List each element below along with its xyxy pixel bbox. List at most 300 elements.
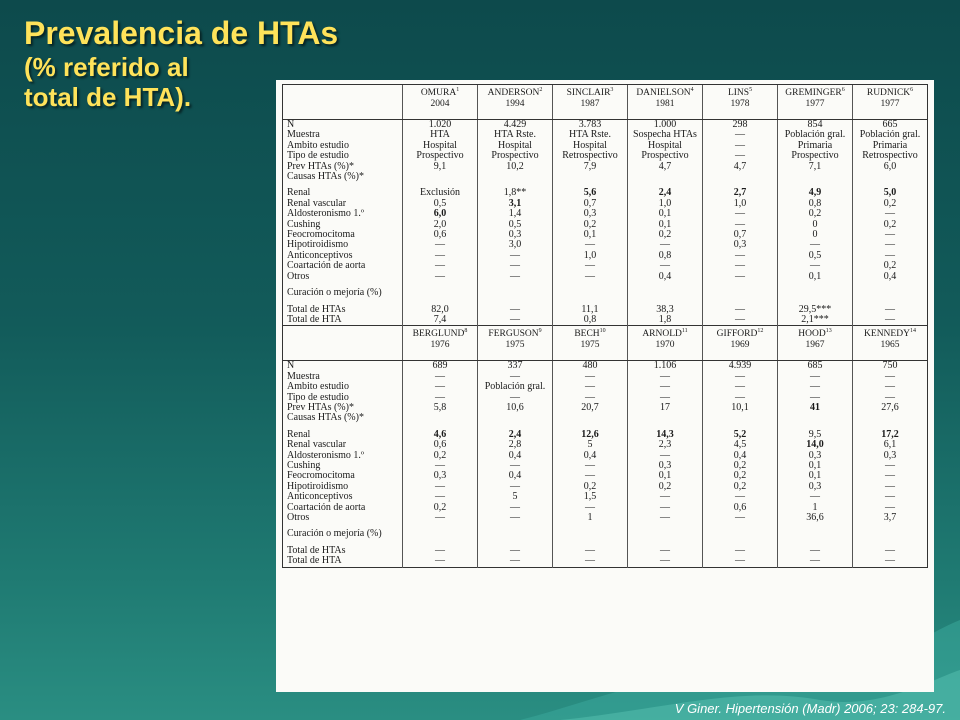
row-label: Coartación de aorta [287,261,366,272]
table-cell: — [478,513,553,523]
table-cell: 7,9 [553,162,628,172]
row-label: Total de HTAs [287,545,346,556]
study-header [553,326,628,361]
row-label: N [287,360,295,372]
study-header [403,326,478,361]
table-row [283,372,928,382]
table-cell: 4,6 [403,430,478,440]
table-cell: — [553,461,628,471]
table-cell: 1,8** [478,188,553,198]
table-cell: — [703,556,778,567]
study-header-row [283,85,928,120]
table-cell: — [478,315,553,326]
study-reference: 9 [538,328,542,335]
table-cell: — [853,209,928,219]
table-cell: 4,9 [778,188,853,198]
study-header [628,326,703,361]
table-row [283,141,928,151]
table-cell: 665 [853,120,928,131]
table-cell: 7,4 [403,315,478,326]
table-cell: 1,5 [553,492,628,502]
table-cell: Primaria [778,141,853,151]
table-cell: 0,3 [628,461,703,471]
table-cell: 38,3 [628,305,703,315]
table-cell: Prospectivo [628,151,703,161]
table-cell: 0,5 [778,251,853,261]
study-header [853,326,928,361]
table-cell: — [853,372,928,382]
table-cell: 0,1 [778,471,853,481]
row-label: Otros [287,271,310,282]
study-year: 1977 [805,98,825,109]
table-cell: 2,3 [628,440,703,450]
table-cell: 0,1 [778,272,853,282]
study-header [478,85,553,120]
table-cell: 1,0 [553,251,628,261]
table-cell: — [778,261,853,271]
table-cell: 3,1 [478,199,553,209]
table-cell: — [778,556,853,567]
table-row [283,172,928,182]
table-cell: — [853,503,928,513]
table-cell: 10,2 [478,162,553,172]
table-cell: 7,1 [778,162,853,172]
table-cell: Población gral. [853,130,928,140]
table-cell: — [703,151,778,161]
study-name: LINS [727,88,750,99]
table-cell: — [778,372,853,382]
table-cell [778,288,853,298]
table-cell: — [703,261,778,271]
row-label: Ámbito estudio [287,140,349,151]
table-cell [478,413,553,423]
table-cell: — [553,372,628,382]
table-cell: — [553,393,628,403]
study-header [778,326,853,361]
table-cell: HTA Rste. [553,130,628,140]
table-cell: — [703,372,778,382]
table-cell: 2,4 [628,188,703,198]
study-reference: 1 [456,87,460,93]
table-cell: 0,3 [703,240,778,250]
table-cell: — [628,513,703,523]
table-cell [403,413,478,423]
table-cell: Población gral. [778,130,853,140]
row-label: Feocromocitoma [287,230,355,241]
table-row [283,382,928,392]
study-header [403,85,478,120]
table-cell [703,172,778,182]
table-cell: — [553,272,628,282]
study-year: 1975 [505,339,525,350]
table-row [283,492,928,502]
study-reference: 12 [757,328,764,335]
table-cell: — [778,492,853,502]
study-name: SINCLAIR [566,88,611,99]
table-row [283,440,928,450]
table-cell: 0,2 [778,209,853,219]
table-cell: 0,6 [403,440,478,450]
row-label: Ámbito estudio [287,382,349,393]
table-row [283,199,928,209]
table-cell: 1,0 [703,199,778,209]
study-name: ANDERSON [487,88,540,99]
slide-subtitle-line1: (% referido al [24,52,189,82]
table-cell: Prospectivo [778,151,853,161]
table-cell: 3,7 [853,513,928,523]
table-cell: — [403,272,478,282]
table-cell: 1,0 [628,199,703,209]
study-header [703,85,778,120]
table-cell: — [553,471,628,481]
row-label: Prev HTAs (%)* [287,402,354,413]
study-header-row [283,326,928,361]
table-cell: HTA Rste. [478,130,553,140]
table-cell: 5,2 [703,430,778,440]
table-cell: — [778,382,853,392]
table-cell [628,172,703,182]
table-cell: 5,6 [553,188,628,198]
table-cell: 5 [553,440,628,450]
table-cell: — [478,503,553,513]
table-cell: 12,6 [553,430,628,440]
table-cell: — [553,546,628,556]
table-cell: — [703,315,778,326]
table-cell: 3.783 [553,120,628,131]
table-row [283,188,928,198]
row-label: Curación o mejoría (%) [287,288,382,299]
table-row [283,556,928,567]
table-cell: Población gral. [478,382,553,392]
table-cell: — [478,372,553,382]
table-cell: — [703,272,778,282]
table-cell: 0,7 [553,199,628,209]
table-cell: — [628,556,703,567]
table-cell: 0,2 [628,230,703,240]
study-name: OMURA [420,88,457,99]
study-reference: 10 [599,328,606,335]
table-cell [553,529,628,539]
table-row [283,546,928,556]
table-cell: 6,0 [853,162,928,172]
table-cell: — [628,382,703,392]
table-cell: — [403,372,478,382]
table-cell: 0,4 [478,451,553,461]
table-row [283,162,928,172]
row-label: Otros [287,513,310,523]
table-cell: — [478,272,553,282]
table-cell [478,529,553,539]
table-cell: — [553,556,628,567]
table-row [283,220,928,230]
table-cell: 0,3 [478,230,553,240]
table-cell: 6,1 [853,440,928,450]
table-row [283,471,928,481]
table-cell: Hospital [478,141,553,151]
table-cell: — [853,315,928,326]
study-header [853,85,928,120]
table-cell: — [628,240,703,250]
table-cell: 337 [478,361,553,372]
table-cell: 0,1 [628,220,703,230]
study-year: 1970 [655,339,675,350]
table-cell: 0,2 [853,261,928,271]
row-label: Renal vascular [287,440,347,451]
table-row [283,288,928,298]
table-cell: 2,0 [403,220,478,230]
table-cell: 0,2 [703,461,778,471]
row-label: Coartación de aorta [287,502,366,513]
table-cell: — [403,261,478,271]
slide-title: Prevalencia de HTAs [24,15,339,51]
row-label: Hipotiroidismo [287,240,349,251]
study-year: 1975 [580,339,600,350]
row-label: Renal vascular [287,198,347,209]
table-cell: 2,8 [478,440,553,450]
row-label: Causas HTAs (%)* [287,413,364,424]
table-cell: — [853,461,928,471]
table-cell: 0,2 [853,220,928,230]
table-cell: — [628,546,703,556]
table-cell: — [403,546,478,556]
citation: V Giner. Hipertensión (Madr) 2006; 23: 284-97. [674,701,946,716]
row-label: Feocromocitoma [287,471,355,482]
table-cell [853,529,928,539]
study-reference: 8 [464,328,468,335]
row-label: Total de HTA [287,556,342,567]
table-cell: — [778,546,853,556]
table-cell: 11,1 [553,305,628,315]
table-row [283,305,928,315]
study-year: 1969 [730,339,750,350]
row-label: Cushing [287,219,321,230]
table-cell: — [778,240,853,250]
row-label: Anticonceptivos [287,492,353,503]
table-cell: 0,4 [703,451,778,461]
table-cell: 480 [553,361,628,372]
table-cell: 17 [628,403,703,413]
table-cell: 1 [778,503,853,513]
table-cell [703,529,778,539]
table-cell: 0,4 [553,451,628,461]
table-row [283,482,928,492]
study-reference: 5 [749,87,753,93]
table-cell: 1,4 [478,209,553,219]
table-cell: 0,8 [778,199,853,209]
row-label: Renal [287,188,311,199]
table-cell: — [703,492,778,502]
row-label: Total de HTA [287,314,342,325]
table-cell: — [478,251,553,261]
table-cell: 0,8 [553,315,628,326]
study-year: 2004 [430,98,450,109]
document-table-image [276,80,934,692]
row-label: Tipo de estudio [287,392,349,403]
table-cell: — [703,305,778,315]
table-cell: Hospital [553,141,628,151]
table-cell: — [853,556,928,567]
table-cell: 685 [778,361,853,372]
table-cell [628,529,703,539]
table-cell: — [628,503,703,513]
study-year: 1981 [655,98,675,109]
table-cell: 0,1 [553,230,628,240]
table-cell: — [553,240,628,250]
table-cell: 750 [853,361,928,372]
study-year: 1976 [430,339,450,350]
table-cell: 10,6 [478,403,553,413]
table-cell [628,413,703,423]
table-row [283,230,928,240]
study-name: DANIELSON [636,88,691,99]
table-cell: — [628,451,703,461]
header-corner [283,85,403,120]
table-row [283,393,928,403]
table-cell: — [478,393,553,403]
study-name: RUDNICK [866,88,911,99]
table-cell: 0,6 [403,230,478,240]
table-cell: — [478,556,553,567]
table-cell: — [478,305,553,315]
table-cell: 9,1 [403,162,478,172]
table-cell: Exclusión [403,188,478,198]
table-cell [778,172,853,182]
table-row [283,240,928,250]
table-row [283,529,928,539]
table-row [283,130,928,140]
table-cell: Prospectivo [403,151,478,161]
table-cell: — [403,492,478,502]
table-cell: 0,2 [553,220,628,230]
prevalence-table [282,84,928,568]
table-cell: — [703,141,778,151]
table-cell: 4,5 [703,440,778,450]
table-row [283,120,928,131]
table-cell: — [628,372,703,382]
table-row [283,403,928,413]
table-cell: 4,7 [703,162,778,172]
table-cell: 0,8 [628,251,703,261]
table-cell: — [403,461,478,471]
table-row [283,361,928,372]
table-cell: 41 [778,403,853,413]
table-cell [703,413,778,423]
table-cell: 5,0 [853,188,928,198]
table-cell: — [703,130,778,140]
header-corner [283,326,403,361]
table-cell: 0,3 [853,451,928,461]
table-cell [478,172,553,182]
study-reference: 14 [909,328,916,335]
row-label: Aldosteronismo 1.º [287,209,364,220]
table-cell: — [853,393,928,403]
table-cell: 1.000 [628,120,703,131]
row-label: Tipo de estudio [287,151,349,162]
study-header [703,326,778,361]
table-cell [628,288,703,298]
table-cell: Hospital [403,141,478,151]
study-header [553,85,628,120]
table-cell: — [628,261,703,271]
study-reference: 11 [681,328,688,335]
table-cell: 1,8 [628,315,703,326]
table-cell: 0,2 [628,482,703,492]
table-cell [553,288,628,298]
study-reference: 3 [610,87,614,93]
table-cell [478,288,553,298]
table-cell: Hospital [628,141,703,151]
table-cell: 17,2 [853,430,928,440]
row-label: Causas HTAs (%)* [287,172,364,183]
table-cell: Retrospectivo [553,151,628,161]
table-cell: 4.429 [478,120,553,131]
table-cell: 29,5*** [778,305,853,315]
table-cell: 5 [478,492,553,502]
table-cell: 3,0 [478,240,553,250]
study-reference: 6 [841,87,845,93]
table-cell: 2,1*** [778,315,853,326]
study-year: 1978 [730,98,750,109]
table-cell: — [478,461,553,471]
table-cell: — [403,251,478,261]
table-cell: HTA [403,130,478,140]
table-cell: 0,2 [403,451,478,461]
study-reference: 6 [910,87,914,93]
table-row [283,151,928,161]
table-cell: — [853,251,928,261]
table-row [283,430,928,440]
table-cell: 5,8 [403,403,478,413]
table-row [283,461,928,471]
table-cell: — [853,471,928,481]
table-cell [553,413,628,423]
table-cell: 0,5 [403,199,478,209]
table-cell: — [403,393,478,403]
table-row [283,315,928,326]
table-cell: — [478,482,553,492]
table-cell: — [853,482,928,492]
study-name: BECH [574,329,600,340]
row-label: Cushing [287,460,321,471]
table-cell: — [478,546,553,556]
row-label: Total de HTAs [287,304,346,315]
table-cell: — [553,261,628,271]
study-year: 1967 [805,339,825,350]
table-cell [853,413,928,423]
table-row [283,513,928,523]
table-row [283,261,928,271]
table-cell: — [403,240,478,250]
row-label: Renal [287,429,311,440]
table-cell: 0,6 [703,503,778,513]
table-cell: 82,0 [403,305,478,315]
table-cell [853,288,928,298]
row-label: Aldosteronismo 1.º [287,450,364,461]
study-name: GREMINGER [785,88,842,99]
table-cell [778,413,853,423]
table-cell: 1.020 [403,120,478,131]
table-cell: 0,3 [403,471,478,481]
row-label: Hipotiroidismo [287,481,349,492]
table-cell: 36,6 [778,513,853,523]
table-cell: 0,2 [553,482,628,492]
table-cell: — [703,209,778,219]
table-row [283,451,928,461]
table-cell: — [703,513,778,523]
table-cell: 854 [778,120,853,131]
table-cell: 0,2 [853,199,928,209]
study-name: HOOD [798,329,826,340]
